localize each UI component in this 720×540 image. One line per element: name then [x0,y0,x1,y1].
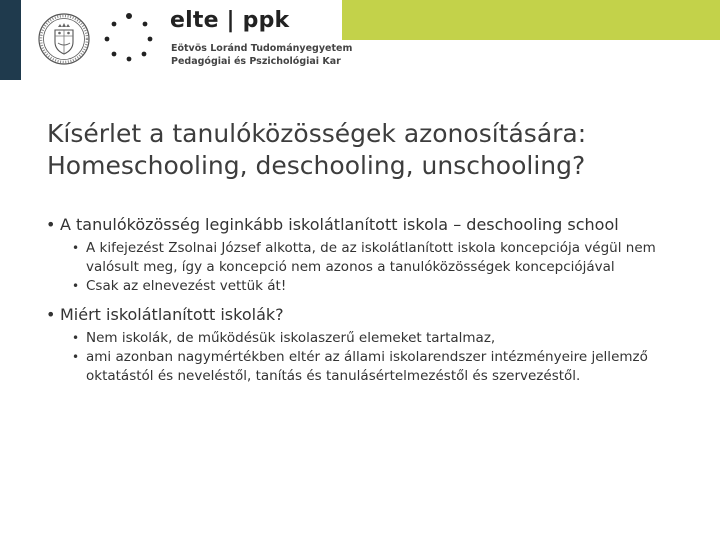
bullet-text: Miért iskolátlanított iskolák? [60,305,284,324]
bullet-item [46,304,666,326]
header-green-bar [342,0,720,40]
bullet-text: A tanulóközösség leginkább iskolátlanított iskola – deschooling school [60,215,619,234]
university-name: Eötvös Loránd Tudományegyetem [171,43,353,54]
faculty-name: Pedagógiai és Pszichológiai Kar [171,56,341,67]
sub-bullet-list [46,239,666,296]
bullet-item [46,214,666,236]
slide-title [47,118,687,182]
header-accent-bar [0,0,21,80]
bullet-icon: • [72,241,80,255]
slide-body [46,214,666,394]
sub-bullet-item [46,239,666,277]
sub-bullet-text: Nem iskolák, de működésük iskolaszerű elemeket tartalmaz, [86,330,496,346]
sub-bullet-text: Csak az elnevezést vettük át! [86,278,287,294]
bullet-icon: • [72,350,80,364]
bullet-icon: • [46,305,56,324]
bullet-icon: • [72,279,80,293]
elte-dots-logo-icon [102,12,156,64]
slide-title-line-2: Homeschooling, deschooling, unschooling? [47,151,586,180]
sub-bullet-item [46,329,666,348]
sub-bullet-list [46,329,666,386]
logo-wordmark: elte | ppk [170,8,290,33]
university-seal-icon [38,13,90,65]
bullet-icon: • [72,331,80,345]
slide-title-line-1: Kísérlet a tanulóközösségek azonosítására: [47,119,587,148]
sub-bullet-text: A kifejezést Zsolnai József alkotta, de az iskolátlanított iskola koncepciója végül nem valósult meg, így a koncepció nem azonos a tanulóközösségek koncepciójával [86,240,656,275]
sub-bullet-item [46,348,666,386]
sub-bullet-text: ami azonban nagymértékben eltér az állami iskolarendszer intézményeire jellemző oktatástól és neveléstől, tanítás és tanulásértelmezéstől és szervezéstől. [86,349,648,384]
sub-bullet-item [46,277,666,296]
bullet-icon: • [46,215,56,234]
